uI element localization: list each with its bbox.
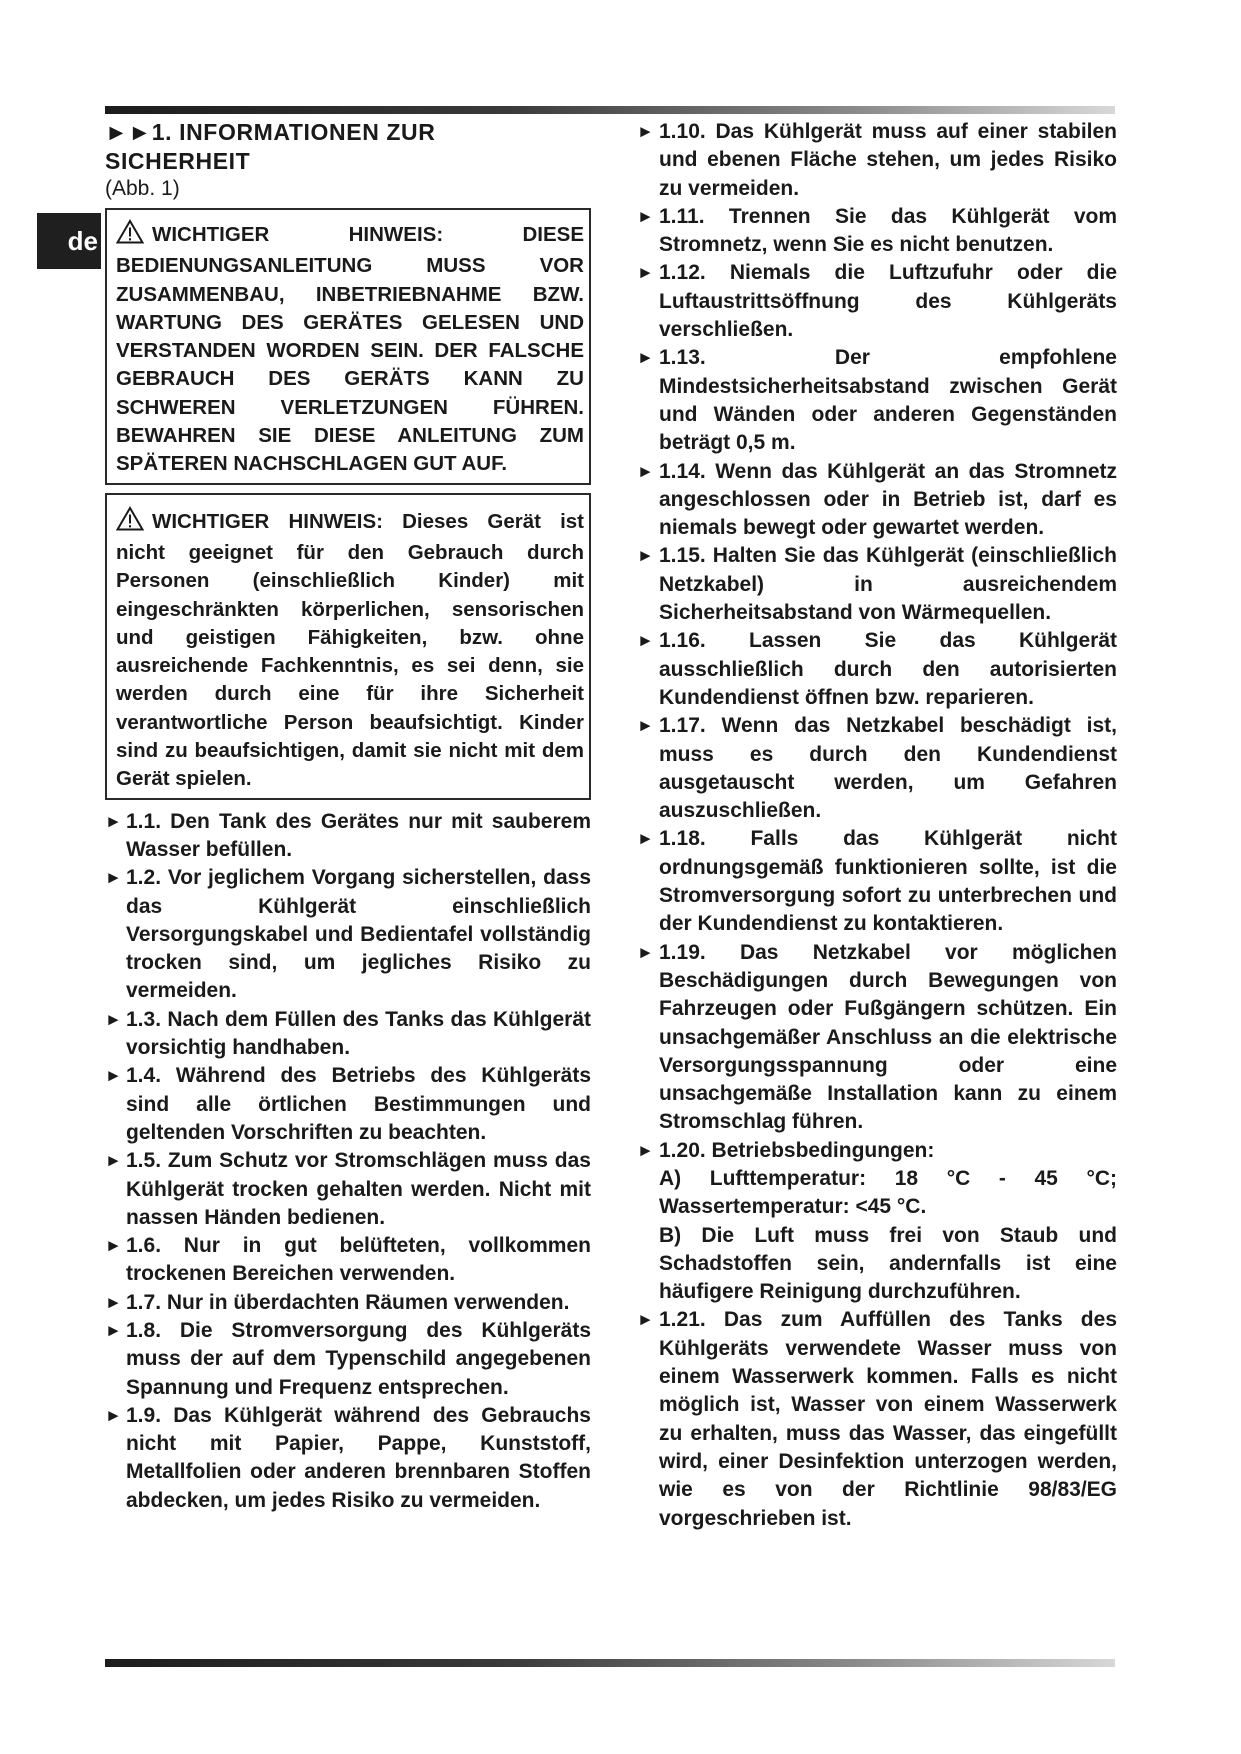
safety-notice-1-text: WICHTIGER HINWEIS: DIESE BEDIENUNGSANLEITUNG MUSS VOR ZUSAMMENBAU, INBETRIEBNAHME BZW. WARTUNG DES GERÄTES GELESEN UND VERSTANDEN WORDEN SEIN. DER FALSCHE GEBRAUCH DES GERÄTS KANN ZU SCHWEREN VERLETZUNGEN FÜHREN. BEWAHREN SIE DIESE ANLEITUNG ZUM SPÄTEREN NACHSCHLAGEN GUT AUF. [116,223,584,476]
operating-conditions-title: 1.20. Betriebsbedingungen: [659,1138,935,1162]
section-title-line1: ►►1. INFORMATIONEN ZUR [105,119,436,145]
bullet-arrow-icon: ► [105,1066,122,1086]
bullet-arrow-icon: ► [637,829,654,849]
bullet-arrow-icon: ► [105,1292,122,1312]
bullet-arrow-icon: ► [637,942,654,962]
list-item: ► 1.9. Das Kühlgerät während des Gebrauchs nicht mit Papier, Pappe, Kunststoff, Metallfolien oder anderen brennbaren Stoffen abdecken, um jedes Risiko zu vermeiden. [105,1403,591,1512]
list-item: ► 1.10. Das Kühlgerät muss auf einer stabilen und ebenen Fläche stehen, um jedes Risiko zu vermeiden. [637,120,1117,200]
list-item: ► 1.7. Nur in überdachten Räumen verwenden. [105,1289,591,1317]
bullet-arrow-icon: ► [637,1310,654,1330]
bullet-arrow-icon: ► [105,1405,122,1425]
bullet-arrow-icon: ► [637,206,654,226]
top-rule [105,106,1115,114]
list-item: ► 1.3. Nach dem Füllen des Tanks das Kühlgerät vorsichtig handhaben. [105,1007,591,1060]
list-item-operating-conditions [637,1137,1117,1307]
list-item: ► 1.14. Wenn das Kühlgerät an das Stromnetz angeschlossen oder in Betrieb ist, darf es niemals bewegt oder gewartet werden. [637,459,1117,540]
list-item: ► 1.21. Das zum Auffüllen des Tanks des Kühlgeräts verwendete Wasser muss von einem Wasserwerk kommen. Falls es nicht möglich ist, Wasser von einem Wasserwerk zu erhalten, muss das Wasser, das eingefüllt wird, einer Desinfektion unterzogen werden, wie es von der Richtlinie 98/83/EG vorgeschrieben ist. [637,1308,1117,1530]
safety-notice-box-1 [105,208,591,485]
list-item: ► 1.6. Nur in gut belüfteten, vollkommen trockenen Bereichen verwenden. [105,1234,591,1286]
language-tab: de [37,213,101,269]
list-item: ► 1.1. Den Tank des Gerätes nur mit sauberem Wasser befüllen. [105,809,591,861]
bullet-arrow-icon: ► [637,461,654,481]
bullet-arrow-icon: ► [637,1140,654,1160]
safety-notice-box-2 [105,493,591,800]
operating-conditions-a: A) Lufttemperatur: 18 °C - 45 °C; Wassertemperatur: <45 °C. [659,1166,1117,1219]
operating-conditions-b: B) Die Luft muss frei von Staub und Schadstoffen sein, andernfalls ist eine häufigere Reinigung durchzuführen. [659,1223,1117,1304]
list-item: ► 1.12. Niemals die Luftzufuhr oder die Luftaustrittsöffnung des Kühlgeräts verschließen. [637,261,1117,342]
list-item: ► 1.17. Wenn das Netzkabel beschädigt ist, muss es durch den Kundendienst ausgetauscht werden, um Gefahren auszuschließen. [637,714,1117,823]
bottom-rule [105,1659,1115,1667]
bullet-arrow-icon: ► [637,348,654,368]
bullet-arrow-icon: ► [637,263,654,283]
bullet-arrow-icon: ► [105,1151,122,1171]
bullet-arrow-icon: ► [105,811,122,831]
list-item: ► 1.18. Falls das Kühlgerät nicht ordnungsgemäß funktionieren sollte, ist die Stromversorgung sofort zu unterbrechen und der Kundendienst zu kontaktieren. [637,827,1117,936]
bullet-arrow-icon: ► [637,546,654,566]
list-item: ► 1.8. Die Stromversorgung des Kühlgeräts muss der auf dem Typenschild angegebenen Spannung und Frequenz entsprechen. [105,1318,591,1399]
bullet-arrow-icon: ► [105,1009,122,1029]
bullet-arrow-icon: ► [105,1320,122,1340]
list-item: ► 1.4. Während des Betriebs des Kühlgeräts sind alle örtlichen Bestimmungen und geltenden Vorschriften zu beachten. [105,1064,591,1144]
warning-triangle-icon [116,219,144,252]
list-item: ► 1.15. Halten Sie das Kühlgerät (einschließlich Netzkabel) in ausreichendem Sicherheitsabstand von Wärmequellen. [637,544,1117,625]
bullet-arrow-icon: ► [105,868,122,888]
list-item: ► 1.13. Der empfohlene Mindestsicherheitsabstand zwischen Gerät und Wänden oder anderen Gegenständen beträgt 0,5 m. [637,346,1117,455]
list-item: ► 1.5. Zum Schutz vor Stromschlägen muss das Kühlgerät trocken gehalten werden. Nicht mit nassen Händen bedienen. [105,1149,591,1229]
list-item: ► 1.11. Trennen Sie das Kühlgerät vom Stromnetz, wenn Sie es nicht benutzen. [637,204,1117,257]
right-column [637,118,1117,1533]
list-item: ► 1.16. Lassen Sie das Kühlgerät ausschließlich durch den autorisierten Kundendienst öffnen bzw. reparieren. [637,629,1117,709]
left-column [105,118,591,1515]
bullet-arrow-icon: ► [105,1236,122,1256]
list-item: ► 1.19. Das Netzkabel vor möglichen Beschädigungen durch Bewegungen von Fahrzeugen oder Fußgängern schützen. Ein unsachgemäßer Anschluss an die elektrische Versorgungsspannung oder eine unsachgemäße Installation kann zu einem Stromschlag führen. [637,940,1117,1134]
figure-reference: (Abb. 1) [105,177,180,200]
warning-triangle-icon [116,506,144,539]
bullet-arrow-icon: ► [637,716,654,736]
safety-notice-2-text: WICHTIGER HINWEIS: Dieses Gerät ist nicht geeignet für den Gebrauch durch Personen (einschließlich Kinder) mit eingeschränkten körperlichen, sensorischen und geistigen Fähigkeiten, bzw. ohne ausreichende Fachkenntnis, es sei denn, sie werden durch eine für ihre Sicherheit verantwortliche Person beaufsichtigt. Kinder sind zu beaufsichtigen, damit sie nicht mit dem Gerät spielen. [116,509,584,791]
bullet-arrow-icon: ► [637,631,654,651]
bullet-arrow-icon: ► [637,122,654,141]
list-item: ► 1.2. Vor jeglichem Vorgang sicherstellen, dass das Kühlgerät einschließlich Versorgungskabel und Bedientafel vollständig trocken sind, um jegliches Risiko zu vermeiden. [105,866,591,1003]
section-title-line2: SICHERHEIT [105,148,251,174]
